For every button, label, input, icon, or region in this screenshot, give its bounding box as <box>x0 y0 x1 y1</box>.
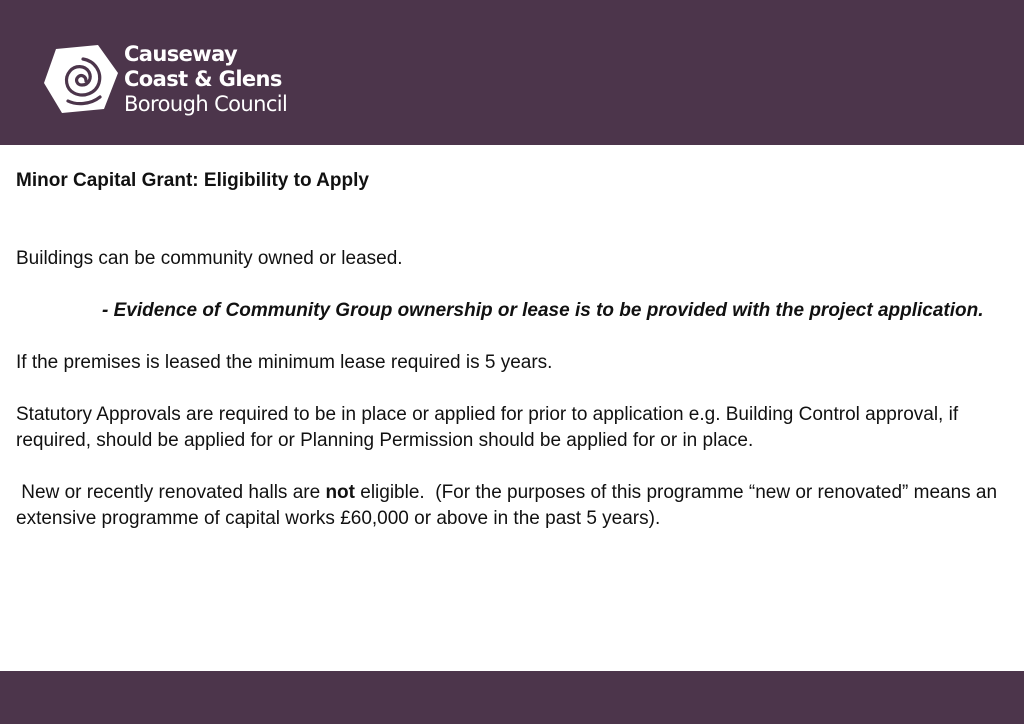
paragraph-new-halls <box>16 480 1011 532</box>
header-band <box>0 0 1024 145</box>
paragraph-lease-term: If the premises is leased the minimum lease required is 5 years. <box>16 352 553 373</box>
paragraph-statutory-approvals: Statutory Approvals are required to be in place or applied for prior to application e.g. Building Control approval, if required, should be applied for or Planning Permission should be applied for or in place. <box>16 404 959 451</box>
paragraph-ownership: Buildings can be community owned or leased. <box>16 248 403 269</box>
logo-line-3: Borough Council <box>124 91 288 116</box>
council-logo <box>42 42 287 116</box>
footer-band <box>0 671 1024 724</box>
new-halls-text-start: New or recently renovated halls are <box>16 482 326 503</box>
paragraph-evidence-note: - Evidence of Community Group ownership or lease is to be provided with the project application. <box>102 300 984 321</box>
logo-line-1: Causeway <box>124 41 238 66</box>
document-title: Minor Capital Grant: Eligibility to Apply <box>16 170 369 191</box>
document-body <box>16 168 1011 532</box>
new-halls-text-end: eligible. (For the purposes of this programme “new or renovated” means an extensive programme of capital works £60,000 or above in the past 5 years). <box>16 482 1003 529</box>
new-halls-emphasis: not <box>325 482 355 503</box>
logo-line-2: Coast & Glens <box>124 66 282 91</box>
spiral-hexagon-icon <box>42 43 120 115</box>
logo-wordmark <box>124 42 287 117</box>
